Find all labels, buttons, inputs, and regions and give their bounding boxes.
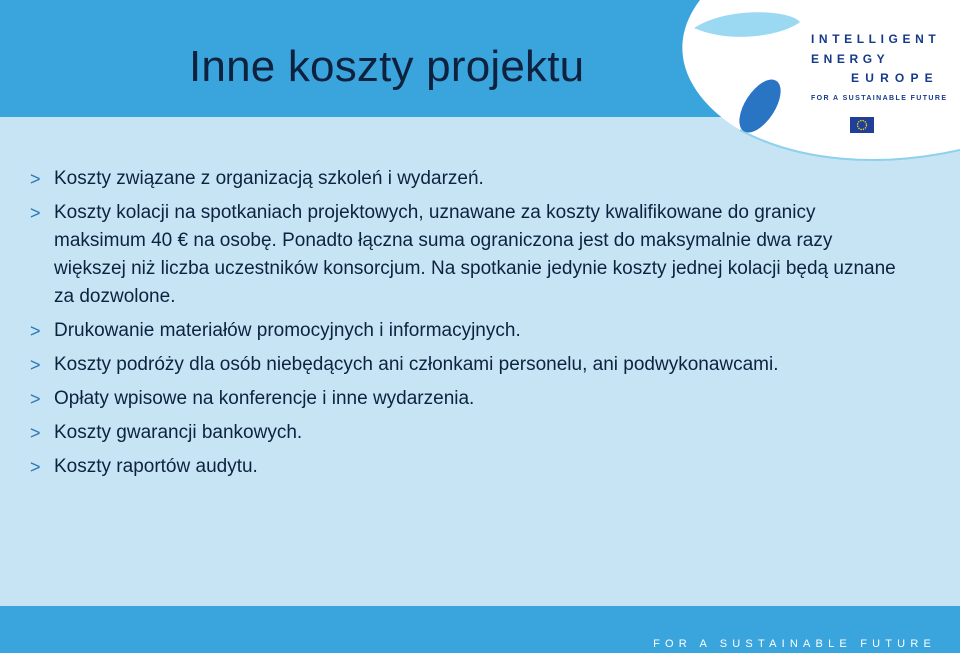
bullet-text: Opłaty wpisowe na konferencje i inne wydarzenia.: [54, 388, 475, 409]
bullet-list: [30, 165, 900, 487]
logo-text-line3: EUROPE: [851, 71, 939, 85]
eu-flag-icon: [850, 117, 874, 133]
bullet-arrow-icon: >: [30, 457, 41, 477]
bullet-text: Koszty gwarancji bankowych.: [54, 422, 303, 443]
list-item: [30, 419, 900, 447]
bullet-arrow-icon: >: [30, 389, 41, 409]
list-item: [30, 317, 900, 345]
bullet-arrow-icon: >: [30, 355, 41, 375]
bullet-text: Koszty kolacji na spotkaniach projektowych, uznawane za koszty kwalifikowane do granicy maksimum 40 € na osobę. Ponadto łączna suma ograniczona jest do maksymalnie dwa razy większej niż liczba uczestników konsorcjum. Na spotkanie jedynie koszty jednej kolacji będą uznane za dozwolone.: [54, 202, 896, 307]
bullet-text: Koszty raportów audytu.: [54, 456, 258, 477]
slide-title: Inne koszty projektu: [189, 42, 585, 91]
bullet-text: Koszty podróży dla osób niebędących ani członkami personelu, ani podwykonawcami.: [54, 354, 779, 375]
logo-text-line1: INTELLIGENT: [811, 32, 941, 46]
bullet-arrow-icon: >: [30, 203, 41, 223]
bullet-text: Drukowanie materiałów promocyjnych i informacyjnych.: [54, 320, 521, 341]
logo-text-line2: ENERGY: [811, 52, 890, 66]
list-item: [30, 385, 900, 413]
bullet-arrow-icon: >: [30, 169, 41, 189]
bullet-arrow-icon: >: [30, 423, 41, 443]
footer-tagline: FOR A SUSTAINABLE FUTURE: [653, 638, 936, 650]
list-item: [30, 165, 900, 193]
bullet-text: Koszty związane z organizacją szkoleń i wydarzeń.: [54, 168, 484, 189]
list-item: [30, 453, 900, 481]
bullet-arrow-icon: >: [30, 321, 41, 341]
list-item: [30, 199, 900, 311]
list-item: [30, 351, 900, 379]
logo-tagline: FOR A SUSTAINABLE FUTURE: [811, 95, 948, 102]
